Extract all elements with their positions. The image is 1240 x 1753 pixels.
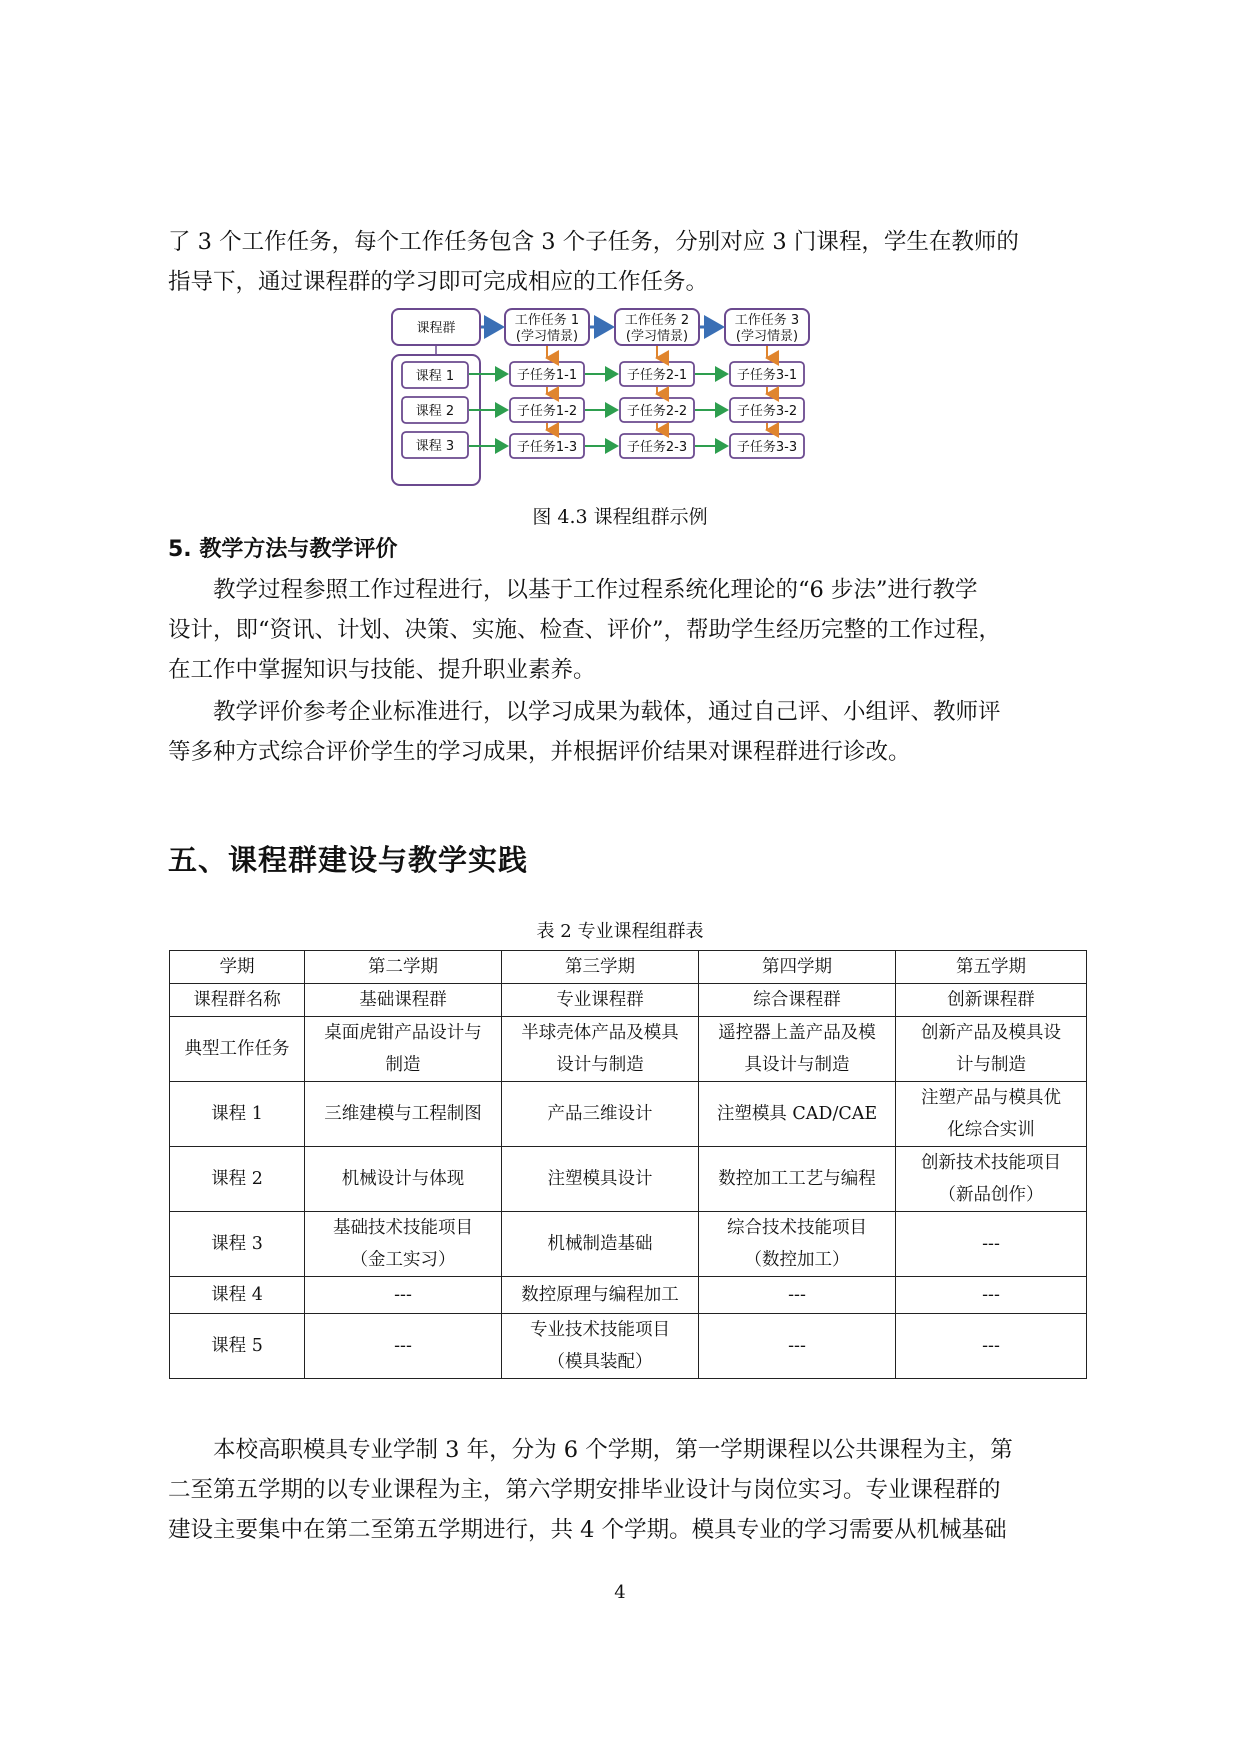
- text-line: 了 3 个工作任务，每个工作任务包含 3 个子任务，分别对应 3 门课程，学生在教师的: [168, 229, 1019, 255]
- course-label: 课程 1: [415, 369, 455, 384]
- table-cell: [896, 1212, 1087, 1277]
- row-label-cell: [170, 1017, 305, 1082]
- table-cell: [305, 1212, 502, 1277]
- table-cell: [896, 1017, 1087, 1082]
- row-label-cell: [170, 1082, 305, 1147]
- table-cell: [502, 984, 699, 1017]
- subtask-label: 子任务1-2: [516, 404, 578, 419]
- cell-text: 计与制造: [956, 1055, 1026, 1075]
- cell-text: 第五学期: [956, 957, 1026, 977]
- table-cell: [502, 1017, 699, 1082]
- cell-text: 基础课程群: [359, 990, 447, 1010]
- subtask-label: 子任务3-3: [736, 440, 798, 455]
- subtask-label: 子任务2-1: [626, 368, 688, 383]
- table-row: [170, 1277, 1087, 1314]
- row-label-cell: [170, 1147, 305, 1212]
- subtask-label: 子任务1-1: [516, 368, 578, 383]
- table-cell: [305, 1277, 502, 1314]
- table-cell: [502, 1277, 699, 1314]
- course-label: 课程 2: [415, 404, 455, 419]
- table-row: [170, 1212, 1087, 1277]
- table-row: [170, 1314, 1087, 1379]
- cell-text: 半球壳体产品及模具: [521, 1023, 679, 1043]
- cell-text: 课程 3: [211, 1234, 263, 1254]
- subtask-label: 子任务3-1: [736, 368, 798, 383]
- body-paragraph: [168, 692, 1088, 772]
- cell-text: 化综合实训: [947, 1120, 1035, 1140]
- table-cell: [699, 1017, 896, 1082]
- cell-text: 专业技术技能项目: [530, 1320, 670, 1340]
- cell-text: 课程群名称: [193, 990, 281, 1010]
- cell-text: 制造: [385, 1055, 421, 1075]
- table-cell: [305, 1147, 502, 1212]
- table-cell: [896, 1277, 1087, 1314]
- cell-text: 数控原理与编程加工: [521, 1285, 679, 1305]
- course-group-diagram: [390, 307, 866, 489]
- cell-text: 创新课程群: [947, 990, 1035, 1010]
- task-title: 工作任务 2: [624, 313, 690, 328]
- task-title: 工作任务 3: [734, 313, 800, 328]
- cell-text: 遥控器上盖产品及模: [718, 1023, 876, 1043]
- table-row: [170, 984, 1087, 1017]
- cell-text: （新品创作）: [938, 1185, 1044, 1205]
- text-line: 指导下，通过课程群的学习即可完成相应的工作任务。: [168, 269, 709, 295]
- course-group-table: [169, 950, 1087, 1379]
- table-cell: [699, 1212, 896, 1277]
- cell-text: ---: [982, 1336, 1000, 1356]
- table-cell: [699, 1147, 896, 1212]
- body-paragraph: [168, 570, 1088, 690]
- cell-text: 课程 5: [211, 1336, 263, 1356]
- cell-text: 机械设计与体现: [341, 1169, 465, 1189]
- cell-text: 注塑模具设计: [547, 1169, 653, 1189]
- table-cell: [502, 1082, 699, 1147]
- cell-text: 课程 1: [211, 1104, 263, 1124]
- table-cell: [896, 1314, 1087, 1379]
- text-line: 教学过程参照工作过程进行，以基于工作过程系统化理论的“6 步法”进行教学: [213, 577, 978, 603]
- table-cell: [305, 1314, 502, 1379]
- cell-text: 具设计与制造: [744, 1055, 850, 1075]
- page-number: 4: [614, 1582, 626, 1603]
- text-line: 教学评价参考企业标准进行，以学习成果为载体，通过自己评、小组评、教师评: [213, 699, 1001, 725]
- intro-paragraph: [168, 222, 1088, 302]
- text-line: 二至第五学期的以专业课程为主，第六学期安排毕业设计与岗位实习。专业课程群的: [168, 1477, 1001, 1503]
- course-label: 课程 3: [415, 439, 455, 454]
- table-caption: 表 2 专业课程组群表: [536, 921, 704, 942]
- cell-text: （数控加工）: [744, 1250, 850, 1270]
- row-label-cell: [170, 1212, 305, 1277]
- cell-text: 课程 2: [211, 1169, 263, 1189]
- text-line: 在工作中掌握知识与技能、提升职业素养。: [168, 657, 596, 683]
- cell-text: 综合技术技能项目: [727, 1218, 867, 1238]
- cell-text: ---: [982, 1234, 1000, 1254]
- row-label-cell: [170, 1277, 305, 1314]
- subtask-label: 子任务1-3: [516, 440, 578, 455]
- closing-paragraph: [168, 1430, 1088, 1550]
- table-cell: [502, 951, 699, 984]
- cell-text: 典型工作任务: [184, 1039, 290, 1059]
- cell-text: （模具装配）: [547, 1352, 653, 1372]
- table-cell: [896, 1082, 1087, 1147]
- cell-text: 数控加工工艺与编程: [718, 1169, 876, 1189]
- cell-text: 注塑产品与模具优: [921, 1088, 1061, 1108]
- task-sub: (学习情景): [735, 329, 799, 344]
- figure-caption: 图 4.3 课程组群示例: [532, 506, 708, 528]
- table-cell: [896, 984, 1087, 1017]
- cell-text: 第三学期: [565, 957, 635, 977]
- table-cell: [699, 1277, 896, 1314]
- table-cell: [502, 1314, 699, 1379]
- group-label: 课程群: [416, 321, 456, 336]
- cell-text: 桌面虎钳产品设计与: [324, 1023, 482, 1043]
- row-label-cell: [170, 951, 305, 984]
- table-cell: [305, 951, 502, 984]
- table-row: [170, 1147, 1087, 1212]
- table-cell: [305, 1082, 502, 1147]
- cell-text: 创新技术技能项目: [921, 1153, 1061, 1173]
- cell-text: 课程 4: [211, 1285, 263, 1305]
- cell-text: 专业课程群: [556, 990, 644, 1010]
- table-header-row: [170, 951, 1087, 984]
- cell-text: 创新产品及模具设: [921, 1023, 1061, 1043]
- table-cell: [305, 984, 502, 1017]
- cell-text: 产品三维设计: [547, 1104, 653, 1124]
- subtask-label: 子任务3-2: [736, 404, 798, 419]
- task-sub: (学习情景): [515, 329, 579, 344]
- subtask-label: 子任务2-2: [626, 404, 688, 419]
- cell-text: 基础技术技能项目: [333, 1218, 473, 1238]
- chapter-heading: 五、课程群建设与教学实践: [168, 843, 529, 877]
- cell-text: 综合课程群: [753, 990, 841, 1010]
- table-cell: [699, 984, 896, 1017]
- table-cell: [896, 951, 1087, 984]
- cell-text: ---: [788, 1336, 806, 1356]
- task-sub: (学习情景): [625, 329, 689, 344]
- row-label-cell: [170, 984, 305, 1017]
- table-cell: [502, 1147, 699, 1212]
- text-line: 建设主要集中在第二至第五学期进行，共 4 个学期。模具专业的学习需要从机械基础: [168, 1517, 1007, 1543]
- text-line: 本校高职模具专业学制 3 年，分为 6 个学期，第一学期课程以公共课程为主，第: [213, 1437, 1013, 1463]
- cell-text: 第四学期: [762, 957, 832, 977]
- table-cell: [699, 1314, 896, 1379]
- table-cell: [305, 1017, 502, 1082]
- table-cell: [896, 1147, 1087, 1212]
- cell-text: 设计与制造: [556, 1055, 644, 1075]
- cell-text: 学期: [219, 957, 255, 977]
- table-cell: [502, 1212, 699, 1277]
- row-label-cell: [170, 1314, 305, 1379]
- cell-text: 注塑模具 CAD/CAE: [716, 1104, 878, 1124]
- table-cell: [699, 1082, 896, 1147]
- section-heading: 5. 教学方法与教学评价: [168, 537, 398, 562]
- cell-text: 第二学期: [368, 957, 438, 977]
- cell-text: ---: [982, 1285, 1000, 1305]
- table-cell: [699, 951, 896, 984]
- cell-text: 三维建模与工程制图: [324, 1104, 482, 1124]
- text-line: 设计，即“资讯、计划、决策、实施、检查、评价”，帮助学生经历完整的工作过程，: [168, 617, 1002, 643]
- text-line: 等多种方式综合评价学生的学习成果，并根据评价结果对课程群进行诊改。: [168, 739, 911, 765]
- cell-text: ---: [394, 1285, 412, 1305]
- cell-text: ---: [394, 1336, 412, 1356]
- table-row: [170, 1017, 1087, 1082]
- cell-text: ---: [788, 1285, 806, 1305]
- cell-text: （金工实习）: [350, 1250, 456, 1270]
- task-title: 工作任务 1: [514, 313, 580, 328]
- cell-text: 机械制造基础: [547, 1234, 653, 1254]
- table-row: [170, 1082, 1087, 1147]
- subtask-label: 子任务2-3: [626, 440, 688, 455]
